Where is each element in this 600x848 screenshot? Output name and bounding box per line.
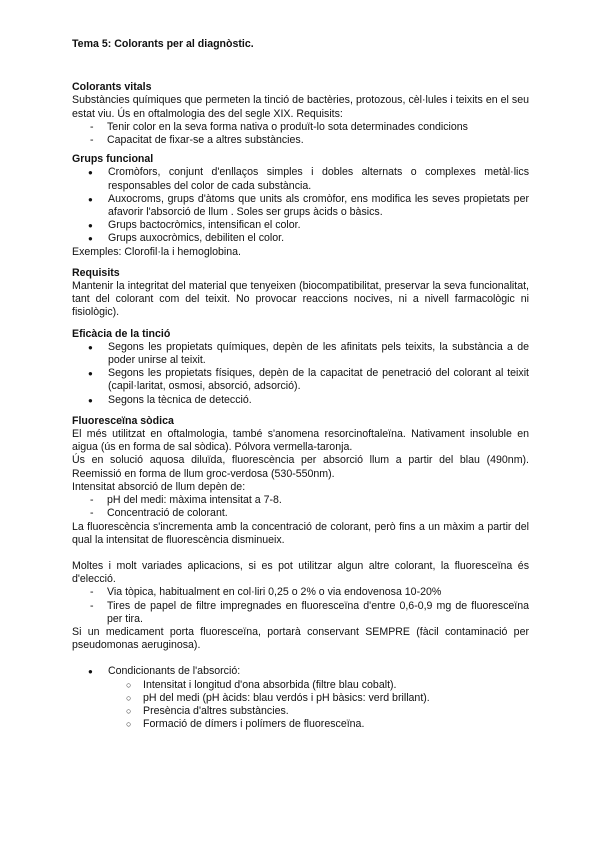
paragraph: Intensitat absorció de llum depèn de: [72,480,246,493]
paragraph: Si un medicament porta fluoresceïna, portarà conservant SEMPRE (fàcil contaminació per pseudomonas aeruginosa). [72,625,529,652]
paragraph: El més utilitzat en oftalmologia, també s'anomena resorcinoftaleïna. Nativament insoluble en aigua (ús en forma de sal sòdica). Pólvora vermella-taronja. [72,428,529,454]
list-item: ● Segons la tècnica de detecció. [72,394,529,407]
section-grups-funcional [72,153,529,259]
paragraph: Mantenir la integritat del material que tenyeixen (biocompatibilitat, preservar la seva funcionalitat, tant del colorant com del teixit. No provocar reaccions nocives, ni a nivell farmacològic ni fisiològic). [72,280,529,319]
bullet-list [72,166,529,245]
dash-list [72,494,529,520]
list-item: ● Segons les propietats químiques, depèn de les afinitats pels teixits, la substància a de poder unirse al teixit. [72,341,529,367]
paragraph: Substàncies químiques que permeten la tinció de bactèries, protozous, cèl·lules i teixits en el seu estat viu. Ús en oftalmologia des del segle XIX. Requisits: [72,94,529,120]
list-item: ● Condicionants de l'absorció: [72,665,529,678]
section-heading: Requisits [72,266,120,279]
section-heading: Fluoresceïna sòdica [72,414,174,427]
paragraph: Moltes i molt variades aplicacions, si es pot utilitzar algun altre colorant, la fluoresceïna és d'elecció. [72,559,529,586]
section-heading: Colorants vitals [72,81,152,94]
sub-list [72,679,529,732]
list-item: ○ pH del medi (pH àcids: blau verdós i pH bàsics: verd brillant). [72,692,529,705]
list-item: ● Auxocroms, grups d'àtoms que units als cromòfor, ens modifica les seves propietats per afavorir l'absorció de llum . Soles ser grups àcids o bàsics. [72,193,529,219]
document-page [72,38,529,731]
list-item: ● Grups auxocròmics, debiliten el color. [72,232,529,245]
section-colorants-vitals [72,81,529,147]
list-item: ● Cromòfors, conjunt d'enllaços simples i dobles alternats o complexes metàl·lics responsables del color de cada substància. [72,166,529,192]
list-item: - Via tòpica, habitualment en col·liri 0,25 o 2% o via endovenosa 10-20% [72,586,529,599]
bullet-list [72,665,529,678]
section-requisits [72,267,529,320]
list-item: - Tenir color en la seva forma nativa o produït-lo sota determinades condicions [72,121,529,134]
list-item: - pH del medi: màxima intensitat a 7-8. [72,494,529,507]
list-item: ● Segons les propietats físiques, depèn de la capacitat de penetració del colorant al teixit (capil·laritat, osmosi, absorció, adsorció). [72,367,529,393]
paragraph: Exemples: Clorofil·la i hemoglobina. [72,245,241,258]
list-item: ○ Intensitat i longitud d'ona absorbida (filtre blau cobalt). [72,679,529,692]
section-heading: Grups funcional [72,153,154,166]
dash-list [72,586,529,626]
dash-list [72,121,529,147]
list-item: ○ Presència d'altres substàncies. [72,705,529,718]
page-title: Tema 5: Colorants per al diagnòstic. [72,38,254,50]
list-item: ● Grups bactocròmics, intensifican el color. [72,219,529,232]
list-item: - Concentració de colorant. [72,507,529,520]
list-item: ○ Formació de dímers i polímers de fluoresceïna. [72,718,529,731]
section-fluoresceina [72,415,529,731]
section-heading: Eficàcia de la tinció [72,327,171,340]
paragraph: Ús en solució aquosa diluïda, fluorescència per absorció llum a partir del blau (490nm). Reemissió en forma de llum groc-verdosa (530-550nm). [72,454,529,480]
list-item: - Capacitat de fixar-se a altres substàncies. [72,134,529,147]
paragraph: La fluorescència s'incrementa amb la concentració de colorant, però fins a un màxim a partir del qual la intensitat de fluorescència disminueix. [72,520,529,546]
bullet-list [72,341,529,407]
section-eficacia [72,328,529,407]
list-item: - Tires de papel de filtre impregnades en fluoresceïna d'entre 0,6-0,9 mg de fluoresceïna per tira. [72,600,529,626]
